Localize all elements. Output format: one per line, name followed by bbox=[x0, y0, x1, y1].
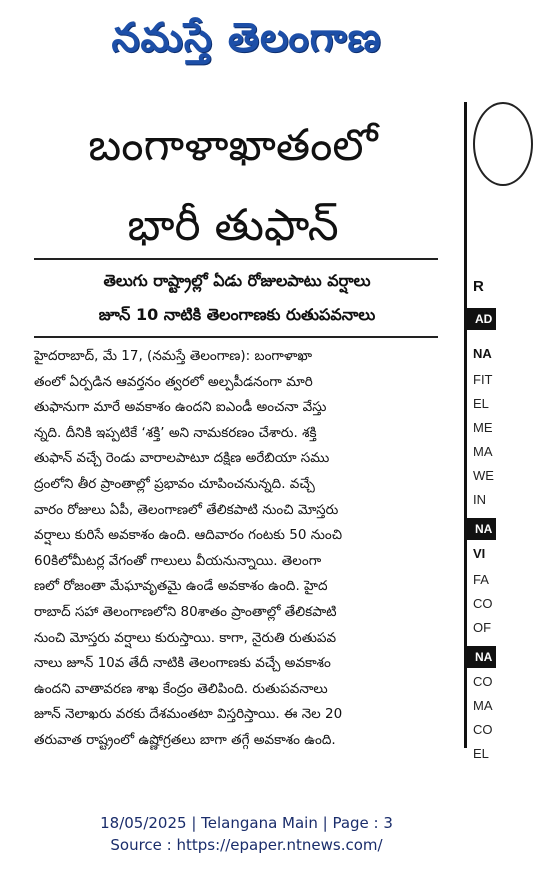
sidebar-item: EL bbox=[473, 396, 489, 411]
article-subheadline bbox=[22, 264, 452, 332]
subhead-bottom-divider bbox=[34, 336, 438, 338]
sidebar-heading: NA bbox=[473, 346, 492, 361]
body-line: వారం రోజులు ఏపీ, తెలంగాణలో తేలికపాటి నుంచి మోస్తరు bbox=[34, 501, 339, 518]
sidebar-item: CO bbox=[473, 722, 493, 737]
body-line: వర్షాలు కురిసే అవకాశం ఉంది. ఆదివారం గంటకు 50 నుంచి bbox=[34, 527, 343, 544]
sidebar-heading: VI bbox=[473, 546, 486, 561]
body-line: నాలు జూన్ 10వ తేదీ నాటికి తెలంగాణకు వచ్చే అవకాశం bbox=[34, 655, 331, 672]
sidebar-bar-ad: AD bbox=[467, 308, 496, 330]
body-line: జూన్ నెలాఖరు వరకు దేశమంతటా విస్తరిస్తాయి. ఈ నెల 20 bbox=[34, 706, 343, 723]
body-line: తరువాత రాష్ట్రంలో ఉష్ణోగ్రతలు బాగా తగ్గే అవకాశం ఉంది. bbox=[34, 731, 336, 748]
body-line: తుఫానుగా మారే అవకాశం ఉందని ఐఎండీ అంచనా వేస్తు bbox=[34, 399, 327, 416]
newspaper-masthead bbox=[0, 0, 493, 86]
news-article bbox=[0, 86, 462, 786]
body-line: నుంచి మోస్తరు వర్షాలు కురుస్తాయి. కాగా, నైరుతి రుతుపవ bbox=[34, 629, 337, 646]
sidebar-bar-na: NA bbox=[467, 646, 496, 668]
subhead-top-divider bbox=[34, 258, 438, 260]
body-line: హైదరాబాద్, మే 17, (నమస్తే తెలంగాణ): బంగాళాఖా bbox=[34, 348, 313, 364]
footer-date-edition: 18/05/2025 | Telangana Main | Page : 3 bbox=[100, 814, 393, 832]
article-headline bbox=[14, 106, 452, 266]
sidebar-item: MA bbox=[473, 698, 493, 713]
sidebar-item: CO bbox=[473, 596, 493, 611]
sidebar-item: FA bbox=[473, 572, 489, 587]
sidebar-item: OF bbox=[473, 620, 492, 635]
sidebar-item: ME bbox=[473, 420, 493, 435]
headline-line-1: బంగాళాఖాతంలో bbox=[88, 120, 378, 171]
sidebar-item: EL bbox=[473, 746, 489, 761]
sidebar-item: WE bbox=[473, 468, 494, 483]
body-line: తంలో ఏర్పడిన ఆవర్తనం త్వరలో అల్పపీడనంగా మారి bbox=[34, 373, 313, 390]
sidebar-letter: R bbox=[473, 278, 484, 295]
body-line: 60కిలోమీటర్ల వేగంతో గాలులు వీయనున్నాయి. తెలంగా bbox=[34, 552, 322, 569]
body-line: ణలో రోజంతా మేఘావృతమై ఉండే అవకాశం ఉంది. హైద bbox=[34, 578, 328, 595]
footer-source-link[interactable]: Source : https://epaper.ntnews.com/ bbox=[110, 836, 383, 854]
subhead-line-2: జూన్ 10 నాటికి తెలంగాణకు రుతుపవనాలు bbox=[98, 305, 376, 324]
circle-logo-graphic bbox=[473, 102, 533, 186]
adjacent-ad-column bbox=[464, 102, 494, 761]
body-line: తుఫాన్ వచ్చే రెండు వారాలపాటూ దక్షిణ అరేబియా సము bbox=[34, 450, 330, 467]
sidebar-item: MA bbox=[473, 444, 493, 459]
sidebar-item: CO bbox=[473, 674, 493, 689]
body-line: ఉందని వాతావరణ శాఖ కేంద్రం తెలిపింది. రుతుపవనాలు bbox=[34, 680, 328, 697]
body-line: ద్రంలోని తీర ప్రాంతాల్లో ప్రభావం చూపించనున్నది. వచ్చే bbox=[34, 475, 315, 492]
subhead-line-1: తెలుగు రాష్ట్రాల్లో ఏడు రోజులపాటు వర్షాలు bbox=[103, 271, 371, 290]
body-line: న్నది. దీనికి ఇప్పటికే ‘శక్తి’ అని నామకరణం చేశారు. శక్తి bbox=[34, 424, 317, 441]
body-line: రాబాద్ సహా తెలంగాణలోని 80శాతం ప్రాంతాల్లో తేలికపాటి bbox=[34, 603, 337, 620]
sidebar-item: IN bbox=[473, 492, 486, 507]
sidebar-item: FIT bbox=[473, 372, 493, 387]
headline-line-2: భారీ తుఫాన్ bbox=[127, 200, 339, 251]
masthead-title: నమస్తే తెలంగాణ bbox=[111, 15, 382, 61]
sidebar-bar-na: NA bbox=[467, 518, 496, 540]
article-body bbox=[34, 344, 446, 754]
source-footer bbox=[0, 812, 493, 856]
